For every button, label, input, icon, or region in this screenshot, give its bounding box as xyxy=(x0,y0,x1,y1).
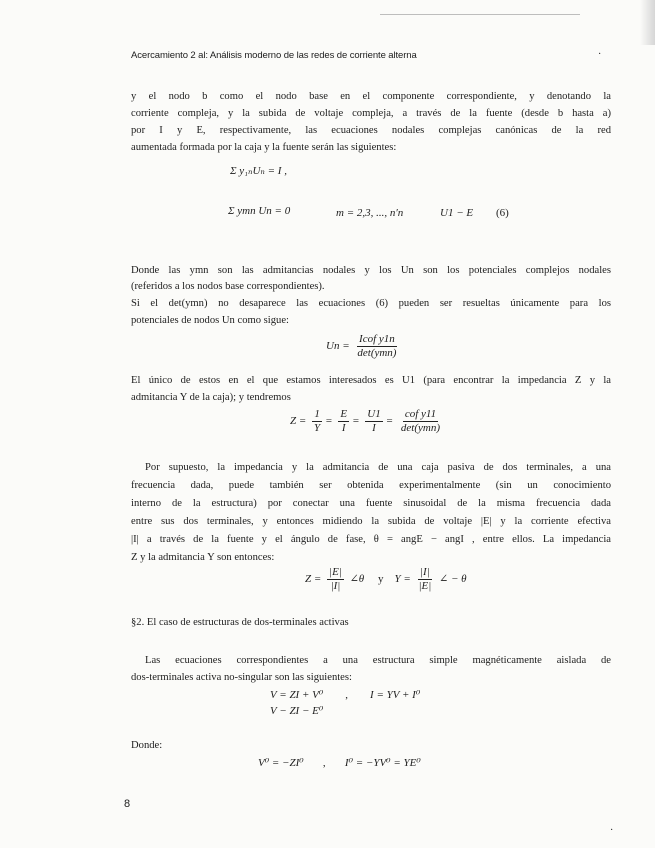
paragraph-4-line-6: Z y la admitancia Y son entonces: xyxy=(131,552,275,563)
paragraph-2-line-1: Donde las ymn son las admitancias nodales y los Un son los potenciales complejos nodales xyxy=(131,265,611,276)
scan-speck-bottom: · xyxy=(610,825,614,836)
paragraph-1-line-1: y el nodo b como el nodo base en el componente correspondiente, y denotando la xyxy=(131,91,611,102)
paragraph-5-line-1: Las ecuaciones correspondientes a una estructura simple magnéticamente aislada de xyxy=(145,655,611,666)
equation-3-numerator: Icof y1n xyxy=(359,333,395,345)
paragraph-1-line-4: aumentada formada por la caja y la fuente serán las siguientes: xyxy=(131,142,397,153)
section-title: §2. El caso de estructuras de dos-terminales activas xyxy=(131,617,349,628)
equation-4: Z = $\frac{1}{Y}$ = $\frac{E}{I}$ = $\frac{U1}{I}$ = $\frac{\text{cof y11}}{\text{det(ymn)}}$ xyxy=(290,408,441,434)
scan-speck: · xyxy=(598,49,602,60)
equation-4-frac-4: $\frac{\text{cof y11}}{\text{det(ymn)}}$ xyxy=(400,408,441,434)
paragraph-5-line-2: dos-terminales activa no-singular son las siguientes: xyxy=(131,672,352,683)
equation-1: Σ y₁ₙUₙ = I , xyxy=(230,165,287,177)
paragraph-4-line-5: |I| a través de la fuente y el ángulo de fase, θ = angE − angI , entre ellos. La impedancia xyxy=(131,534,611,545)
equation-5-frac-y: $\frac{|I|}{|E|}$ xyxy=(418,566,432,592)
equation-5-frac-z: $\frac{|E|}{|I|}$ xyxy=(329,566,342,592)
equation-2-constraint: U1 − E xyxy=(440,207,474,219)
paragraph-3-line-1: El único de estos en el que estamos interesados es U1 (para encontrar la impedancia Z y la xyxy=(131,375,611,386)
paragraph-1-line-3: por I y E, respectivamente, las ecuaciones nodales complejas canónicas de la red xyxy=(131,125,611,136)
paragraph-4-line-4: entre sus dos terminales, y entonces midiendo la subida de voltaje |E| y la corriente efectiva xyxy=(131,516,611,527)
scan-corner-shadow xyxy=(640,0,655,45)
donde-label: Donde: xyxy=(131,740,163,751)
page-number: 8 xyxy=(124,798,131,810)
paragraph-4-line-1: Por supuesto, la impedancia y la admitancia de una caja pasiva de dos terminales, a una xyxy=(145,462,611,473)
paragraph-4-line-3: interno de la estructura) por conectar una fuente sinusoidal de la misma frecuencia dada xyxy=(131,498,611,509)
equation-6-line-1: V = ZI + V⁰ , I = YV + I⁰ xyxy=(270,689,421,701)
scan-edge-line xyxy=(380,14,580,15)
equation-4-frac-1: $\frac{1}{Y}$ xyxy=(314,408,321,434)
paragraph-2-line-2: (referidos a los nodos base correspondientes). xyxy=(131,281,325,292)
equation-2-sum: Σ ymn Un = 0 xyxy=(228,205,291,217)
paragraph-2-line-4: potenciales de nodos Un como sigue: xyxy=(131,315,289,326)
running-header: Acercamiento 2 al: Análisis moderno de las redes de corriente alterna xyxy=(131,50,417,61)
equation-3-fraction xyxy=(355,333,398,360)
equation-label-6: (6) xyxy=(496,207,509,219)
paragraph-2-line-3: Si el det(ymn) no desaparece las ecuaciones (6) pueden ser resueltas únicamente para los xyxy=(131,298,611,309)
equation-2-condition: m = 2,3, ..., n′n xyxy=(336,207,404,219)
equation-5: Z = $\frac{|E|}{|I|}$ ∠θ y Y = $\frac{|I|}{|E|}$ ∠ − θ xyxy=(305,566,467,592)
equation-4-frac-3: $\frac{U1}{I}$ xyxy=(367,408,381,434)
equation-7: V⁰ = −ZI⁰ , I⁰ = −YV⁰ = YE⁰ xyxy=(258,757,421,769)
paragraph-3-line-2: admitancia Y de la caja); y tendremos xyxy=(131,392,291,403)
equation-3-denominator: det(ymn) xyxy=(357,347,397,359)
equation-3-lhs: Un = xyxy=(326,340,350,353)
equation-4-lhs: Z = xyxy=(290,415,307,428)
equation-6-line-2: V − ZI − E⁰ xyxy=(270,705,324,717)
paragraph-1-line-2: corriente compleja, y la subida de voltaje compleja, a través de la fuente (desde b hasta a) xyxy=(131,108,611,119)
equation-4-frac-2: $\frac{E}{I}$ xyxy=(340,408,348,434)
equation-3 xyxy=(326,333,401,360)
equation-2 xyxy=(228,205,290,217)
paragraph-4-line-2: frecuencia dada, puede también ser obtenida experimentalmente (sin un conocimiento xyxy=(131,480,611,491)
